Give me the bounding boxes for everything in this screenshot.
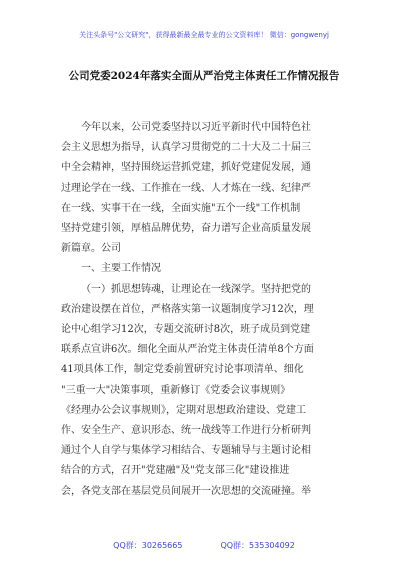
qq-group-1: QQ群：30265665 xyxy=(113,541,183,550)
body-line: 政治建设摆在首位，严格落实第一议题制度学习12次，理 xyxy=(61,303,314,315)
body-line: 会，各党支部在基层党员间展开一次思想的交流碰撞。举 xyxy=(61,485,311,497)
qq-group-2: QQ群：535304092 xyxy=(220,541,295,550)
body-line: 过理论学在一线、工作推在一线、人才炼在一线、纪律严 xyxy=(61,182,311,194)
body-line: 今年以来，公司党委坚持以习近平新时代中国特色社 xyxy=(81,122,311,133)
footer-qq-groups xyxy=(0,540,408,551)
body-line: 论中心组学习12次，专题交流研讨8次，班子成员到党建 xyxy=(61,324,311,336)
body-line: 《经理办公会议事规则》，定期对思想政治建设、党建工 xyxy=(61,404,306,416)
body-line: 坚持党建引领，厚植品牌优势，奋力谱写企业高质量发展 xyxy=(61,223,311,235)
body-line: 新篇章。公司 xyxy=(61,243,121,255)
body-line: "三重一大"决策事项，重新修订《党委会议事规则》 xyxy=(61,384,291,396)
document-title: 公司党委2024年落实全面从严治党主体责任工作情况报告 xyxy=(68,70,340,82)
body-line: 会主义思想为指导，认真学习贯彻党的二十大及二十届三 xyxy=(61,142,311,154)
body-line: 通过个人自学与集体学习相结合、专题辅导与主题讨论相 xyxy=(61,445,311,457)
body-line: 中全会精神，坚持围绕运营抓党建，抓好党建促发展，通 xyxy=(61,162,311,174)
body-line: （一）抓思想铸魂，让理论在一线深学。坚持把党的 xyxy=(81,283,311,295)
document-body xyxy=(61,118,351,502)
body-line: 结合的方式，召开"党建融"及"党支部三化"建设推进 xyxy=(61,465,290,477)
body-line: 联系点宣讲6次。细化全面从严治党主体责任清单8个方面 xyxy=(61,344,314,356)
body-line: 在一线、实事干在一线，全面实施"五个一线"工作机制 xyxy=(61,202,301,214)
body-line: 作、安全生产、意识形态、统一战线等工作进行分析研判 xyxy=(61,425,311,437)
body-line: 41项具体工作，制定党委前置研究讨论事项清单、细化 xyxy=(61,364,304,376)
section-heading: 一、主要工作情况 xyxy=(81,263,161,275)
header-promo-note: 关注头条号"公文研究"，获得最新最全最专业的公文资料库！ 微信：gongwenyj xyxy=(79,31,329,39)
